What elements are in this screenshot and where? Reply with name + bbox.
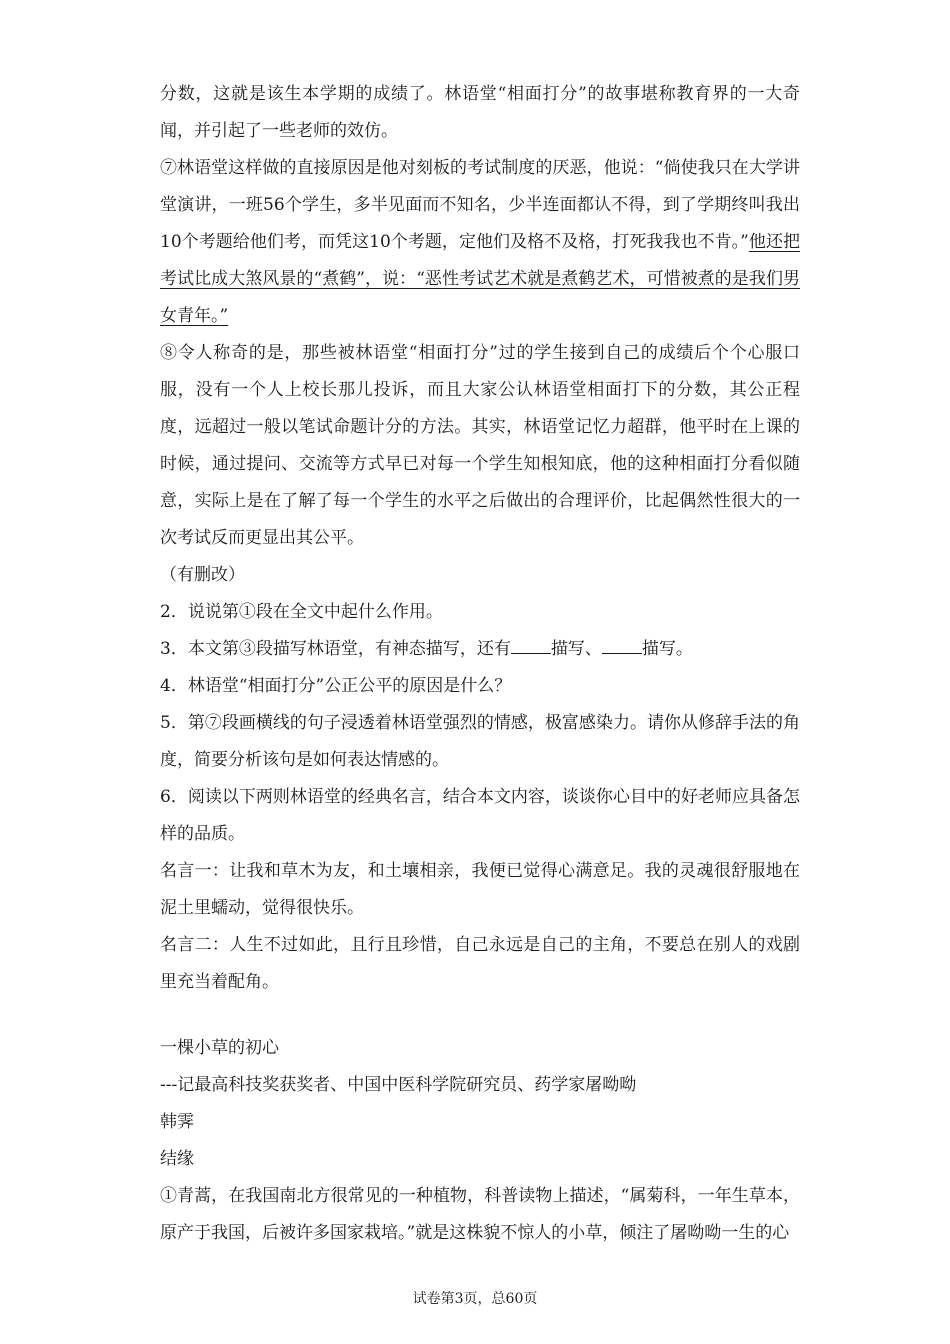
paragraph-8: ⑧令人称奇的是，那些被林语堂“相面打分”过的学生接到自己的成绩后个个心服口服，没有一个人上校长那儿投诉，而且大家公认林语堂相面打下的分数，其公正程度，远超过一般以笔试命题计分的方法。其实，林语堂记忆力超群，他平时在上课的时候，通过提问、交流等方式早已对每一个学生知根知底，他的这种相面打分看似随意，实际上是在了解了每一个学生的水平之后做出的合理评价，比起偶然性很大的一次考试反而更显出其公平。	[160, 343, 800, 548]
question-3-text-c: 描写。	[641, 639, 693, 659]
question-3-text-a: 3．本文第③段描写林语堂，有神态描写，还有	[160, 639, 511, 659]
section-heading: 结缘	[160, 1149, 194, 1169]
question-3	[160, 631, 800, 668]
article-paragraph-1: ①青蒿，在我国南北方很常见的一种植物，科普读物上描述，“属菊科，一年生草本，原产于我国，后被许多国家栽培。”就是这株貌不惊人的小草，倾注了屠呦呦一生的心	[160, 1186, 800, 1243]
paragraph-6-end: 分数，这就是该生本学期的成绩了。林语堂“相面打分”的故事堪称教育界的一大奇闻，并引起了一些老师的效仿。	[160, 84, 800, 141]
underlined-sentence: 他还把考试比成大煞风景的“煮鹤”，说：“恶性考试艺术就是煮鹤艺术，可惜被煮的是我们男女青年。”	[160, 232, 801, 326]
answer-blank-2[interactable]	[602, 637, 642, 654]
article-subtitle: ---记最高科技奖获奖者、中国中医科学院研究员、药学家屠呦呦	[160, 1075, 637, 1095]
quote-2: 名言二：人生不过如此，且行且珍惜，自己永远是自己的主角，不要总在别人的戏剧里充当着配角。	[160, 935, 800, 992]
page-footer: 试卷第3页，总60页	[412, 1291, 538, 1307]
question-4: 4．林语堂“相面打分”公正公平的原因是什么？	[160, 676, 512, 696]
article-author: 韩霁	[160, 1112, 194, 1132]
paragraph-7	[160, 150, 800, 335]
question-2: 2．说说第①段在全文中起什么作用。	[160, 602, 443, 622]
quote-1: 名言一：让我和草木为友，和土壤相亲，我便已觉得心满意足。我的灵魂很舒服地在泥土里蠕动，觉得很快乐。	[160, 861, 800, 918]
answer-blank-1[interactable]	[511, 637, 551, 654]
question-5: 5．第⑦段画横线的句子浸透着林语堂强烈的情感，极富感染力。请你从修辞手法的角度，简要分析该句是如何表达情感的。	[160, 713, 800, 770]
question-6: 6．阅读以下两则林语堂的经典名言，结合本文内容，谈谈你心目中的好老师应具备怎样的品质。	[160, 787, 800, 844]
paragraph-7-text: ⑦林语堂这样做的直接原因是他对刻板的考试制度的厌恶，他说：“倘使我只在大学讲堂演讲，一班56个学生，多半见面而不知名，少半连面都认不得，到了学期终叫我出10个考题给他们考，而凭这10个考题，定他们及格不及格，打死我我也不肯。”	[160, 158, 800, 252]
question-3-text-b: 描写、	[550, 639, 602, 659]
article-title: 一棵小草的初心	[160, 1038, 279, 1058]
edit-note: （有删改）	[160, 565, 245, 585]
